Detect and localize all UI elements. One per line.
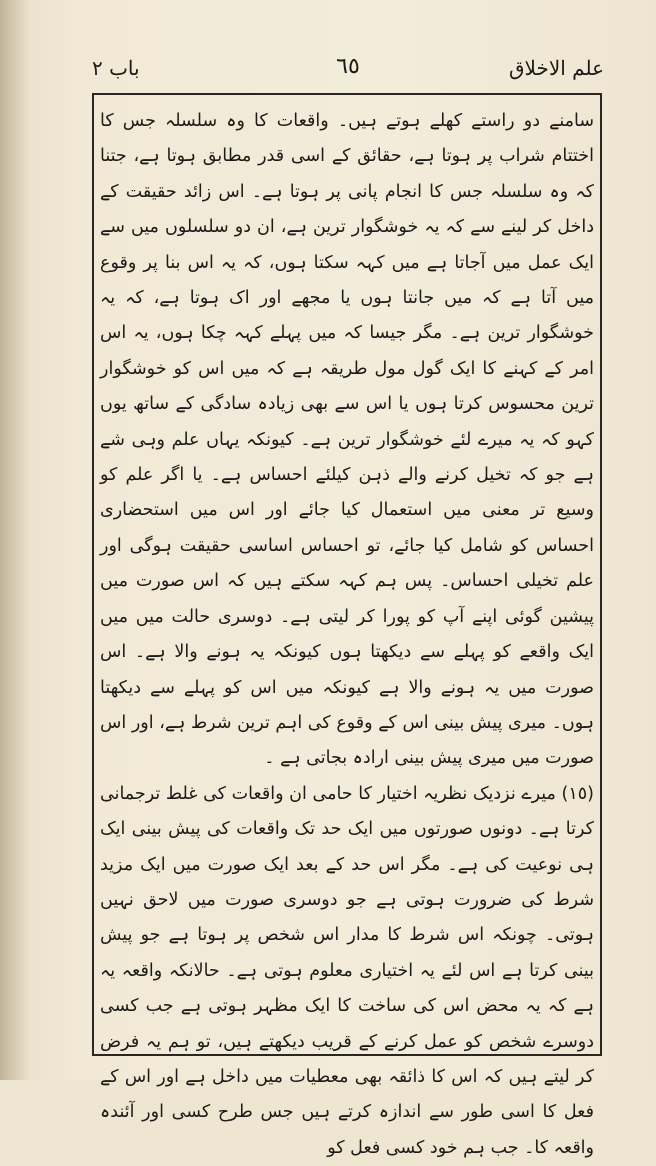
- page-header: [92, 52, 604, 92]
- paragraph: سامنے دو راستے کھلے ہوتے ہیں۔ واقعات کا وہ سلسلہ جس کا اختتام شراب پر ہوتا ہے، حقائق کے اسی قدر مطابق ہوتا ہے، جتنا کہ وہ سلسلہ جس کا انجام پانی پر ہوتا ہے۔ اس زائد حقیقت کے داخل کر لینے سے کہ یہ خوشگوار ترین ہے، ان دو سلسلوں میں سے ایک عمل میں آجاتا ہے میں کہہ سکتا ہوں، کہ یہ اس بنا پر وقوع میں آتا ہے کہ میں جانتا ہوں یا مجھے اور اک ہوتا ہے، کہ یہ خوشگوار ترین ہے۔ مگر جیسا کہ میں پہلے کہہ چکا ہوں، یہ اس امر کے کہنے کا ایک گول مول طریقہ ہے کہ میں اس کو خوشگوار ترین محسوس کرتا ہوں یا اس سے بھی زیادہ سادگی کے ساتھ یوں کہو کہ یہ میرے لئے خوشگوار ترین ہے۔ کیونکہ یہاں علم وہی شے ہے جو کہ تخیل کرنے والے ذہن کیلئے احساس ہے۔ یا اگر علم کو وسیع تر معنی میں استعمال کیا جائے اور اس میں استحضاری احساس کو شامل کیا جائے، تو احساس اساسی حقیقت ہوگی اور علم تخیلی احساس۔ پس ہم کہہ سکتے ہیں کہ اس صورت میں پیشین گوئی اپنے آپ کو پورا کر لیتی ہے۔ دوسری حالت میں میں ایک واقعے کو پہلے سے دیکھتا ہوں کیونکہ یہ ہونے والا ہے۔ اس صورت میں یہ ہونے والا ہے کیونکہ میں اس کو پہلے سے دیکھتا ہوں۔ میری پیش بینی اس کے وقوع کی اہم ترین شرط ہے، اور اس صورت میں میری پیش بینی ارادہ بجاتی ہے ۔: [100, 111, 594, 769]
- body-text: [100, 104, 594, 1158]
- running-title: علم الاخلاق: [509, 56, 604, 80]
- chapter-label: باب ٢: [92, 56, 140, 80]
- binding-shadow: [0, 0, 30, 1080]
- paragraph: (١٥) میرے نزدیک نظریہ اختیار کا حامی ان واقعات کی غلط ترجمانی کرتا ہے۔ دونوں صورتوں میں ایک حد تک واقعات کی پیش بینی ایک ہی نوعیت کی ہے۔ مگر اس حد کے بعد ایک صورت میں ایک مزید شرط کی ضرورت ہوتی ہے جو دوسری صورت میں لاحق نہیں ہوتی۔ چونکہ اس شرط کا مدار اس شخص پر ہوتا ہے جو پیش بینی کرتا ہے اس لئے یہ اختیاری معلوم ہوتی ہے۔ حالانکہ واقعہ یہ ہے کہ یہ محض اس کی ساخت کا ایک مظہر ہوتی ہے جب کسی دوسرے شخص کو عمل کرنے کے قریب دیکھتے ہیں، تو ہم یہ فرض کر لیتے ہیں کہ اس کا ذائقہ بھی معطیات میں داخل ہے اور اس کے فعل کا اسی طور سے اندازہ کرتے ہیں جس طرح کسی اور آئندہ واقعہ کا۔ جب ہم خود کسی فعل کو: [100, 783, 594, 1158]
- page-number: ٦٥: [336, 54, 360, 79]
